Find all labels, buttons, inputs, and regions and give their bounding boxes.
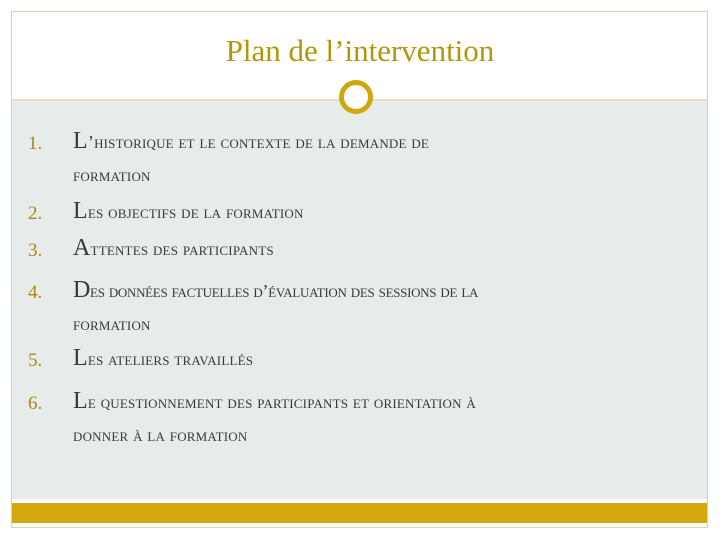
ring-ornament-icon	[339, 80, 373, 114]
list-item-text: es données factuelles d’évaluation des sessions de la	[90, 281, 479, 301]
list-number: 4.	[28, 282, 43, 303]
list-item-text: ttentes des participants	[90, 239, 274, 259]
first-letter: A	[73, 235, 91, 261]
list-item-line	[73, 128, 429, 155]
list-item-text: e questionnement des participants et orientation à	[87, 392, 476, 412]
list-item-text: es objectifs de la formation	[87, 202, 304, 222]
first-letter: L	[73, 388, 88, 414]
list-item-text: ’historique et le contexte de la demande de	[87, 132, 430, 152]
list-number: 3.	[28, 240, 43, 261]
list-item-line	[73, 345, 253, 372]
list-item-line	[73, 277, 478, 304]
list-item-line: formation	[73, 165, 151, 185]
list-item-line	[73, 388, 476, 415]
list-number: 2.	[28, 203, 43, 224]
first-letter: L	[73, 198, 88, 224]
list-number: 6.	[28, 393, 43, 414]
list-item-text: es ateliers travaillés	[87, 349, 254, 369]
list-item-line	[73, 235, 274, 262]
list-number: 5.	[28, 350, 43, 371]
list-item-line: formation	[73, 314, 151, 334]
first-letter: L	[73, 345, 88, 371]
bottom-accent-bar	[12, 503, 707, 523]
first-letter: D	[73, 277, 91, 303]
list-item-line: donner à la formation	[73, 425, 248, 445]
list-item-line	[73, 198, 304, 225]
list-number: 1.	[28, 133, 43, 154]
first-letter: L	[73, 128, 88, 154]
slide-title: Plan de l’intervention	[225, 33, 495, 68]
